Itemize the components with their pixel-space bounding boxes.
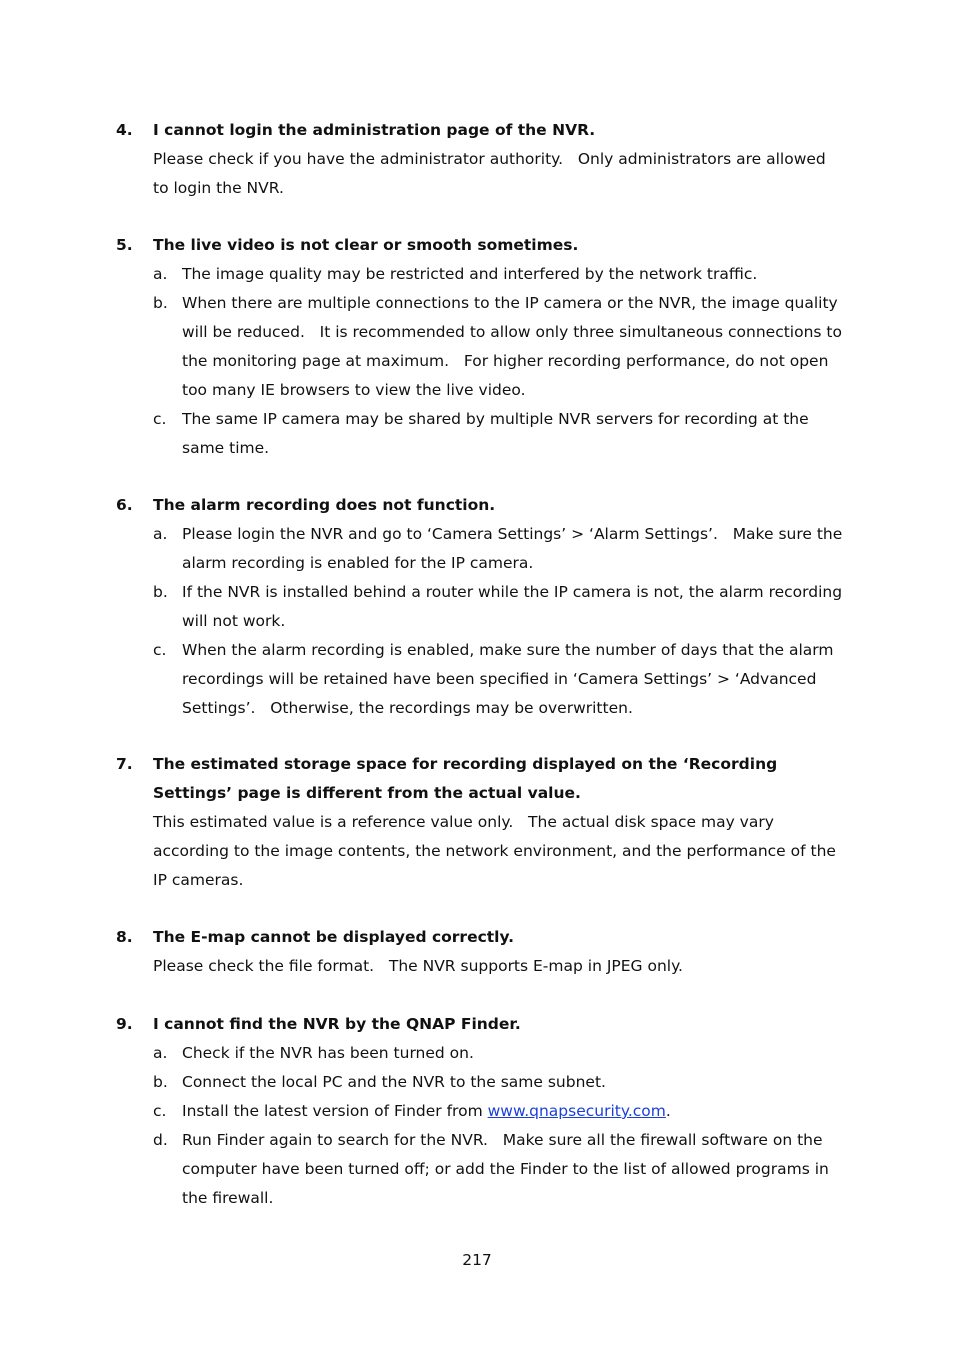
question-title: I cannot login the administration page of the NVR. [153, 121, 596, 139]
list-item-marker: c. [153, 410, 167, 428]
question-number: 7. [116, 755, 133, 773]
question-title: The E-map cannot be displayed correctly. [153, 928, 515, 946]
list-item [153, 520, 846, 578]
question-number: 4. [116, 121, 133, 139]
list-item-marker: a. [153, 265, 168, 283]
list-item-marker: c. [153, 641, 167, 659]
faq-question [116, 491, 846, 520]
faq-section-9 [116, 1010, 846, 1213]
question-number: 5. [116, 236, 133, 254]
question-title: The live video is not clear or smooth sometimes. [153, 236, 579, 254]
list-item-text-before-link: Install the latest version of Finder from [182, 1102, 488, 1120]
list-item [153, 1068, 846, 1097]
list-item-text: The image quality may be restricted and interfered by the network traffic. [182, 265, 758, 283]
list-item-marker: b. [153, 294, 168, 312]
list-item [153, 578, 846, 636]
list-item [153, 260, 846, 289]
faq-question [116, 923, 846, 952]
answer-text: Please check if you have the administrator authority. Only administrators are allowed to login the NVR. [153, 150, 826, 197]
list-item [153, 1126, 846, 1213]
faq-section-8 [116, 923, 846, 981]
list-item-text [182, 1097, 846, 1126]
answer-list [153, 260, 846, 463]
list-item [153, 1097, 846, 1126]
list-item-marker: d. [153, 1131, 168, 1149]
faq-question [116, 231, 846, 260]
page-number: 217 [462, 1251, 492, 1269]
list-item-text: If the NVR is installed behind a router while the IP camera is not, the alarm recording will not work. [182, 583, 843, 630]
question-number: 9. [116, 1015, 133, 1033]
faq-section-6 [116, 491, 846, 723]
faq-question [116, 116, 846, 145]
list-item-marker: a. [153, 525, 168, 543]
question-number: 6. [116, 496, 133, 514]
list-item-marker: b. [153, 583, 168, 601]
list-item [153, 636, 846, 723]
list-item-marker: a. [153, 1044, 168, 1062]
list-item-text: Connect the local PC and the NVR to the same subnet. [182, 1073, 606, 1091]
list-item-text-after-link: . [665, 1102, 671, 1120]
list-item-text: Please login the NVR and go to ‘Camera Settings’ > ‘Alarm Settings’. Make sure the alarm recording is enabled for the IP camera. [182, 525, 843, 572]
list-item-marker: c. [153, 1102, 167, 1120]
list-item [153, 1039, 846, 1068]
answer-text: This estimated value is a reference value only. The actual disk space may vary according to the image contents, the network environment, and the performance of the IP cameras. [153, 813, 836, 889]
question-title: The alarm recording does not function. [153, 496, 496, 514]
answer-list [153, 1039, 846, 1213]
answer-list [153, 520, 846, 723]
question-title: I cannot find the NVR by the QNAP Finder. [153, 1015, 521, 1033]
list-item-marker: b. [153, 1073, 168, 1091]
answer-text: Please check the file format. The NVR supports E-map in JPEG only. [153, 957, 683, 975]
faq-section-7 [116, 750, 846, 895]
question-number: 8. [116, 928, 133, 946]
faq-section-4 [116, 116, 846, 203]
list-item [153, 289, 846, 405]
faq-question [116, 750, 846, 808]
faq-section-5 [116, 231, 846, 463]
list-item-text: Check if the NVR has been turned on. [182, 1044, 474, 1062]
question-title: The estimated storage space for recording displayed on the ‘Recording Settings’ page is different from the actual value. [153, 755, 778, 802]
list-item-text: Run Finder again to search for the NVR. Make sure all the firewall software on the computer have been turned off; or add the Finder to the list of allowed programs in the firewall. [182, 1131, 829, 1207]
list-item-text: The same IP camera may be shared by multiple NVR servers for recording at the same time. [182, 410, 809, 457]
faq-question [116, 1010, 846, 1039]
list-item-text: When there are multiple connections to the IP camera or the NVR, the image quality will be reduced. It is recommended to allow only three simultaneous connections to the monitoring page at maximum. For higher recording performance, do not open too many IE browsers to view the live video. [182, 294, 842, 399]
list-item-text: When the alarm recording is enabled, make sure the number of days that the alarm recordings will be retained have been specified in ‘Camera Settings’ > ‘Advanced Settings’. Otherwise, the recordings may be overwritten. [182, 641, 834, 717]
qnapsecurity-link[interactable]: www.qnapsecurity.com [487, 1102, 666, 1120]
list-item [153, 405, 846, 463]
